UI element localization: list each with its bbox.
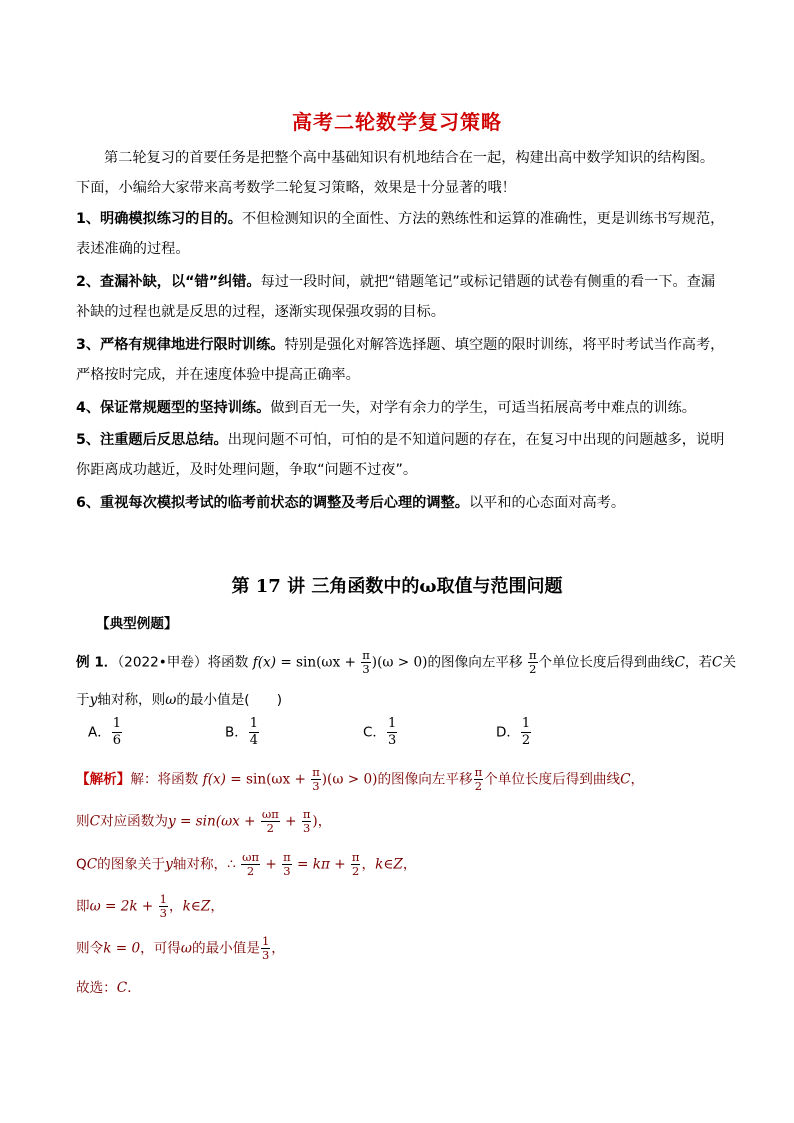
strategy-body: 做到百无一失，对学有余力的学生，可适当拓展高考中难点的训练。 — [270, 400, 696, 416]
fraction: $\frac{\pi}{3}$ — [302, 807, 311, 835]
analysis-tag: 【解析】 — [76, 771, 131, 788]
solution-line-1: 【解析】解：将函数 f(x) = sin(ωx + $\frac{\pi}{3}$ )(ω > 0)的图像向左平移 $\frac{\pi}{2}$ 个单位长度后得到曲线C， — [76, 765, 645, 793]
solution-line-6: 故选：C． — [76, 980, 141, 996]
strategy-body: 每过一段时间，就把“错题笔记”或标记错题的试卷有侧重的看一下。查漏补缺的过程也就是反思的过程，逐渐实现保强攻弱的目标。 — [76, 274, 716, 320]
strategy-body: 特别是强化对解答选择题、填空题的限时训练，将平时考试当作高考，严格按时完成，并在速度体验中提高正确率。 — [76, 337, 725, 383]
fraction: $\frac{1}{4}$ — [249, 716, 259, 748]
fraction: $\frac{\pi}{3}$ — [362, 648, 370, 676]
lecture-title: 第 17 讲 三角函数中的ω取值与范围问题 — [231, 576, 563, 597]
solution-line-2: 则C对应函数为y = sin(ωx + $\frac{\omega\pi}{2}$ + $\frac{\pi}{3}$ )， — [76, 807, 332, 835]
fraction: $\frac{1}{3}$ — [387, 716, 397, 748]
solution-line-5: 则令k = 0，可得ω的最小值是 $\frac{1}{3}$ ， — [76, 934, 285, 962]
strategy-head: 3、严格有规律地进行限时训练。 — [76, 337, 285, 353]
fraction: $\frac{1}{3}$ — [159, 892, 167, 920]
strategy-head: 6、重视每次模拟考试的临考前状态的调整及考后心理的调整。 — [76, 495, 469, 511]
fraction: $\frac{1}{2}$ — [521, 716, 531, 748]
page-title: 高考二轮数学复习策略 — [292, 110, 502, 134]
strategy-head: 2、查漏补缺，以“错”纠错。 — [76, 274, 261, 290]
strategy-item-2 — [76, 267, 726, 327]
intro-paragraph: 第二轮复习的首要任务是把整个高中基础知识有机地结合在一起，构建出高中数学知识的结构图。下面，小编给大家带来高考数学二轮复习策略，效果是十分显著的哦！ — [76, 150, 715, 196]
fraction: $\frac{\pi}{3}$ — [283, 850, 291, 878]
strategy-body: 不但检测知识的全面性、方法的熟练性和运算的准确性，更是训练书写规范，表述准确的过程。 — [76, 211, 725, 257]
example-1-line-1: 例 1．（2022•甲卷）将函数 f(x) = sin(ωx + $\frac{\pi}{3}$ )(ω > 0)的图像向左平移 $\frac{\pi}{2}$ 个单位长度后得到曲线C，若C关 — [76, 648, 737, 676]
fraction: $\frac{\pi}{2}$ — [474, 765, 483, 793]
solution-line-4: 即ω = 2k + $\frac{1}{3}$ ，k∈Z， — [76, 892, 224, 920]
option-a[interactable]: A． $\frac{1}{6}$ — [88, 716, 122, 748]
fraction: $\frac{\pi}{3}$ — [312, 765, 320, 793]
option-c[interactable]: C． $\frac{1}{3}$ — [363, 716, 397, 748]
strategy-item-3 — [76, 330, 726, 390]
solution-line-3: QC的图象关于y轴对称，∴ $\frac{\omega\pi}{2}$ + $\frac{\pi}{3}$ = kπ + $\frac{\pi}{2}$ ，k∈Z， — [76, 850, 417, 878]
strategy-item-6 — [76, 488, 726, 518]
option-d[interactable]: D． $\frac{1}{2}$ — [496, 716, 531, 748]
strategy-head: 4、保证常规题型的坚持训练。 — [76, 400, 271, 416]
fraction: $\frac{\omega\pi}{2}$ — [261, 807, 279, 835]
example-label: 例 1． — [76, 654, 118, 671]
option-b[interactable]: B． $\frac{1}{4}$ — [225, 716, 259, 748]
fraction: $\frac{\pi}{2}$ — [351, 850, 360, 878]
fraction: $\frac{1}{6}$ — [112, 716, 122, 748]
fraction: $\frac{\pi}{2}$ — [528, 648, 537, 676]
strategy-body: 出现问题不可怕，可怕的是不知道问题的存在，在复习中出现的问题越多，说明你距离成功越近，及时处理问题，争取“问题不过夜”。 — [76, 432, 725, 478]
strategy-item-5 — [76, 425, 726, 485]
strategy-body: 以平和的心态面对高考。 — [468, 495, 626, 511]
strategy-item-1 — [76, 204, 726, 264]
fraction: $\frac{1}{3}$ — [261, 934, 270, 962]
example-1-line-2: 于y轴对称，则ω的最小值是( ) — [76, 692, 283, 708]
strategy-item-4 — [76, 393, 726, 423]
strategy-head: 1、明确模拟练习的目的。 — [76, 211, 242, 227]
strategy-head: 5、注重题后反思总结。 — [76, 432, 228, 448]
fraction: $\frac{\omega\pi}{2}$ — [242, 850, 260, 878]
section-label: 【典型例题】 — [96, 616, 178, 632]
